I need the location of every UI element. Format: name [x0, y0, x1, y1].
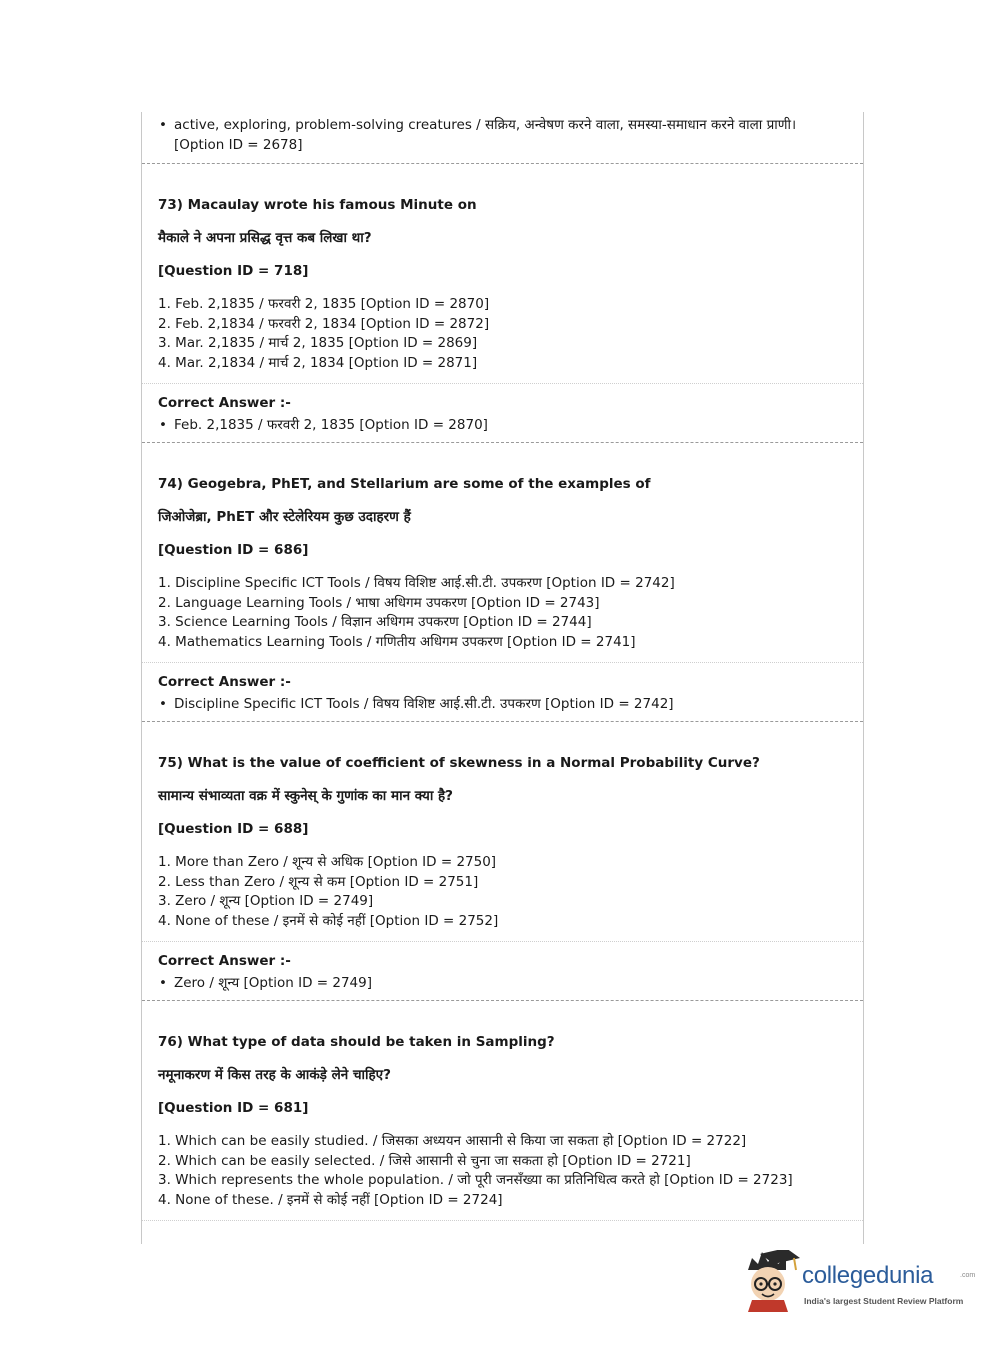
correct-answer-text: Zero / शून्य [Option ID = 2749] [174, 975, 372, 991]
previous-option [142, 112, 863, 155]
answer-separator [142, 1220, 863, 1221]
option-item: 3. Zero / शून्य [Option ID = 2749] [158, 893, 374, 909]
option-item: 4. Mar. 2,1834 / मार्च 2, 1834 [Option ID = 2871] [158, 354, 478, 371]
question-id: [Question ID = 688] [158, 821, 309, 837]
option-item: 4. None of these. / इनमें से कोई नहीं [Option ID = 2724] [158, 1191, 503, 1208]
correct-answer-heading: Correct Answer :- [158, 953, 291, 969]
question-id: [Question ID = 681] [158, 1100, 309, 1116]
option-item: 2. Language Learning Tools / भाषा अधिगम उपकरण [Option ID = 2743] [158, 594, 600, 611]
options-list [158, 574, 847, 662]
option-item: 3. Mar. 2,1835 / मार्च 2, 1835 [Option ID = 2869] [158, 335, 478, 351]
logo-domain-suffix: .com [960, 1272, 976, 1279]
mascot-icon [742, 1250, 800, 1312]
option-item: 3. Science Learning Tools / विज्ञान अधिगम उपकरण [Option ID = 2744] [158, 614, 592, 630]
option-item: 1. Which can be easily studied. / जिसका अध्ययन आसानी से किया जा सकता हो [Option ID = 2722] [158, 1133, 747, 1149]
correct-answer-heading: Correct Answer :- [158, 395, 291, 411]
option-item: 1. Feb. 2,1835 / फरवरी 2, 1835 [Option ID = 2870] [158, 296, 490, 312]
question-75 [142, 754, 863, 941]
collegedunia-logo[interactable] [742, 1250, 976, 1314]
question-hindi: जिओजेब्रा, PhET और स्टेलेरियम कुछ उदाहरण हैं [158, 509, 411, 525]
question-divider [142, 442, 863, 443]
question-title: 76) What type of data should be taken in Sampling? [158, 1034, 555, 1050]
option-bullet-row [142, 115, 863, 135]
question-title: 75) What is the value of coefficient of skewness in a Normal Probability Curve? [158, 755, 760, 771]
question-74 [142, 475, 863, 662]
option-item: 4. None of these / इनमें से कोई नहीं [Option ID = 2752] [158, 912, 499, 929]
correct-answer [158, 694, 847, 714]
option-item: 1. More than Zero / शून्य से अधिक [Option ID = 2750] [158, 854, 497, 870]
question-id: [Question ID = 718] [158, 263, 309, 279]
option-item: 2. Feb. 2,1834 / फरवरी 2, 1834 [Option ID = 2872] [158, 315, 490, 332]
correct-answer-text: Feb. 2,1835 / फरवरी 2, 1835 [Option ID = 2870] [174, 417, 488, 433]
question-divider [142, 163, 863, 164]
correct-answer-heading: Correct Answer :- [158, 674, 291, 690]
correct-answer-block [142, 942, 863, 1000]
option-item: 2. Less than Zero / शून्य से कम [Option ID = 2751] [158, 873, 479, 890]
correct-answer-block [142, 663, 863, 721]
bullet-icon: • [159, 975, 167, 991]
question-76 [142, 1033, 863, 1220]
question-id: [Question ID = 686] [158, 542, 309, 558]
question-paper-content [141, 112, 864, 1244]
bullet-icon: • [159, 117, 167, 133]
question-divider [142, 1000, 863, 1001]
logo-wordmark: collegedunia [802, 1262, 934, 1289]
option-item: 2. Which can be easily selected. / जिसे आसानी से चुना जा सकता हो [Option ID = 2721] [158, 1152, 691, 1169]
question-title: 73) Macaulay wrote his famous Minute on [158, 197, 477, 213]
question-73 [142, 196, 863, 383]
correct-answer-block [142, 384, 863, 442]
correct-answer [158, 415, 847, 435]
correct-answer [158, 973, 847, 993]
options-list [158, 853, 847, 941]
correct-answer-text: Discipline Specific ICT Tools / विषय विशिष्ट आई.सी.टी. उपकरण [Option ID = 2742] [174, 696, 674, 712]
bullet-icon: • [159, 417, 167, 433]
question-hindi: नमूनाकरण में किस तरह के आकंड़े लेने चाहिए? [158, 1067, 391, 1083]
option-item: 4. Mathematics Learning Tools / गणितीय अधिगम उपकरण [Option ID = 2741] [158, 633, 636, 650]
bullet-icon: • [159, 696, 167, 712]
option-item: 1. Discipline Specific ICT Tools / विषय विशिष्ट आई.सी.टी. उपकरण [Option ID = 2742] [158, 575, 675, 591]
logo-tagline: India's largest Student Review Platform [804, 1296, 964, 1306]
option-item: 3. Which represents the whole population. / जो पूरी जनसँख्या का प्रतिनिधित्व करते हो [Option ID = 2723] [158, 1172, 793, 1188]
question-hindi: सामान्य संभाव्यता वक्र में स्कुनेस् के गुणांक का मान क्या है? [158, 788, 454, 804]
question-title: 74) Geogebra, PhET, and Stellarium are some of the examples of [158, 476, 651, 492]
question-divider [142, 721, 863, 722]
options-list [158, 1132, 847, 1220]
question-hindi: मैकाले ने अपना प्रसिद्ध वृत्त कब लिखा था? [158, 230, 372, 246]
option-text: active, exploring, problem-solving creatures / सक्रिय, अन्वेषण करने वाला, समस्या-समाधान करने वाला प्राणी। [174, 117, 797, 133]
option-id-label: [Option ID = 2678] [174, 137, 303, 153]
options-list [158, 295, 847, 383]
